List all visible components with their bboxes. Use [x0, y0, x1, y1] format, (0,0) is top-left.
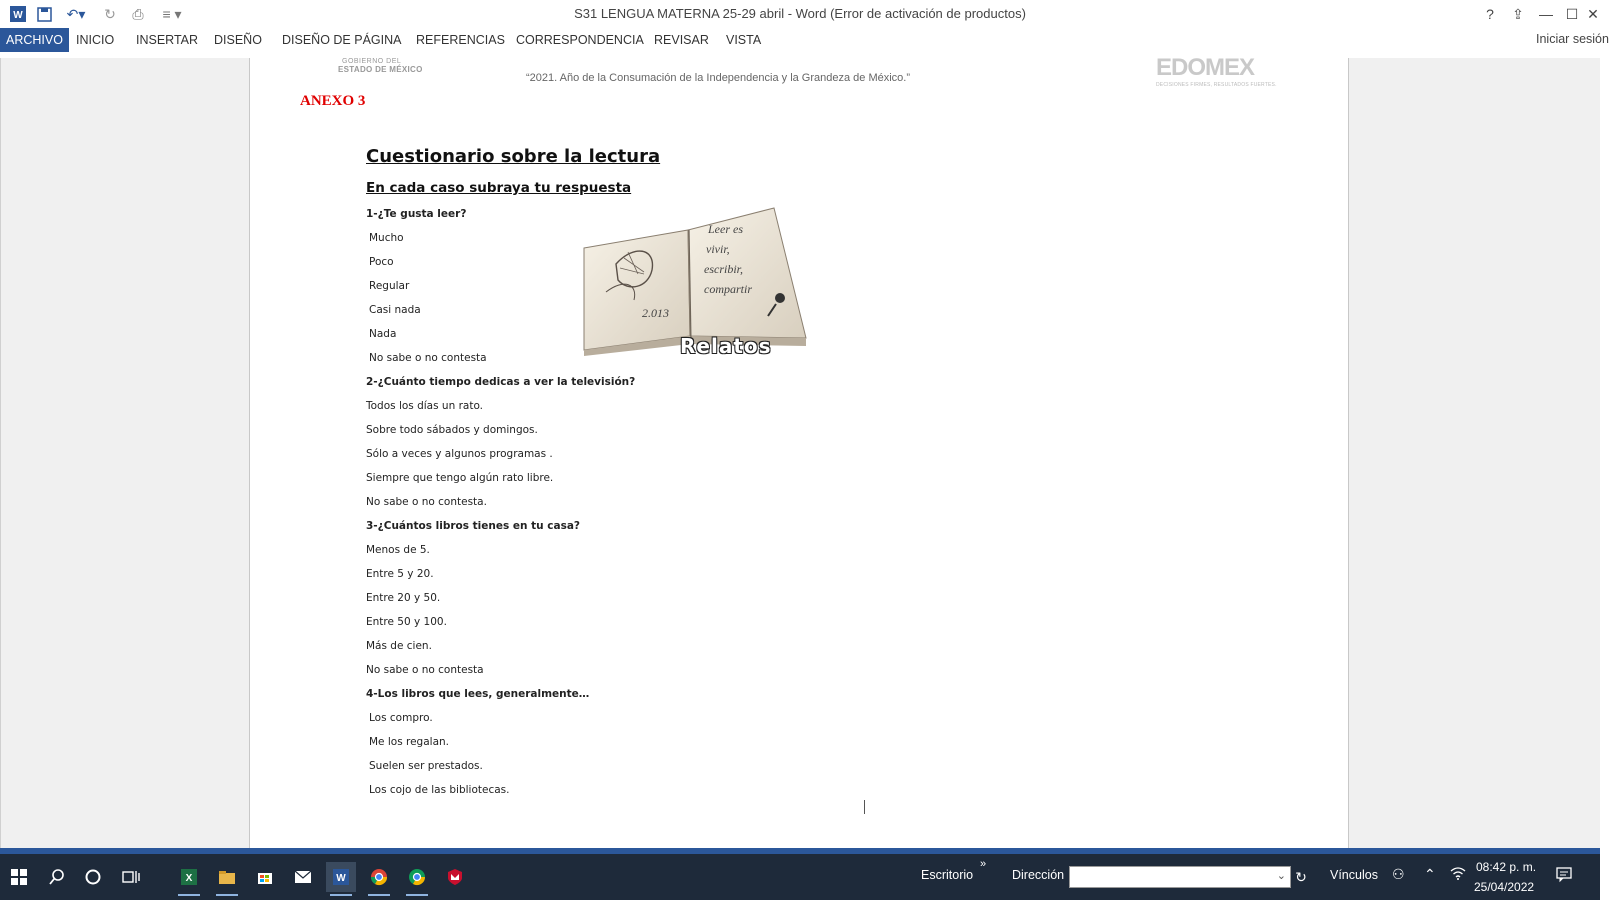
wifi-icon[interactable] [1450, 866, 1466, 883]
svg-text:W: W [336, 873, 346, 884]
file-explorer-icon[interactable] [212, 862, 242, 892]
gov-header-line2: ESTADO DE MÉXICO [338, 65, 423, 74]
edomex-logo-tagline: DECISIONES FIRMES, RESULTADOS FUERTES. [1156, 82, 1277, 88]
question-2: 2-¿Cuánto tiempo dedicas a ver la televisión? [366, 376, 636, 388]
excel-icon[interactable] [174, 862, 204, 892]
book-text-line1: Leer es [708, 222, 743, 236]
tab-correspondencia[interactable]: CORRESPONDENCIA [516, 33, 644, 47]
tab-diseno-de-pagina[interactable]: DISEÑO DE PÁGINA [282, 33, 402, 47]
q3-option: Entre 50 y 100. [366, 616, 447, 628]
q3-option: Más de cien. [366, 640, 432, 652]
minimize-button[interactable]: — [1539, 6, 1553, 22]
q2-option: Sobre todo sábados y domingos. [366, 424, 538, 436]
show-hidden-icons-chevron-icon[interactable]: ⌃ [1424, 866, 1436, 882]
redo-icon[interactable]: ↻ [104, 5, 116, 22]
question-4: 4-Los libros que lees, generalmente… [366, 688, 590, 700]
cortana-icon[interactable] [78, 862, 108, 892]
tab-inicio[interactable]: INICIO [76, 33, 115, 47]
task-view-icon[interactable] [116, 862, 146, 892]
svg-text:X: X [185, 873, 193, 884]
book-text-line4: compartir [704, 282, 752, 296]
chevron-down-icon[interactable]: ⌄ [1276, 870, 1286, 882]
refresh-icon[interactable]: ↻ [1295, 869, 1307, 885]
chrome-profile-icon[interactable] [402, 862, 432, 892]
edomex-logo: EDOMEX [1156, 54, 1255, 81]
svg-text:W: W [13, 10, 23, 21]
help-button[interactable]: ? [1486, 6, 1494, 22]
q2-option: No sabe o no contesta. [366, 496, 487, 508]
q2-option: Todos los días un rato. [366, 400, 484, 412]
people-icon[interactable]: ⚇ [1392, 866, 1405, 882]
address-input[interactable] [1069, 866, 1291, 888]
header-slogan: “2021. Año de la Consumación de la Independencia y la Grandeza de México.” [526, 72, 911, 84]
toolbar-chevron-icon[interactable]: » [980, 858, 987, 870]
document-workspace [0, 54, 1600, 848]
store-icon[interactable] [250, 862, 280, 892]
gov-header-line1: GOBIERNO DEL [342, 58, 402, 65]
tab-insertar[interactable]: INSERTAR [136, 33, 199, 47]
document-title: Cuestionario sobre la lectura [366, 146, 661, 167]
q3-option: Entre 20 y 50. [366, 592, 441, 604]
book-text-line2: vivir, [706, 242, 730, 256]
search-icon[interactable] [42, 862, 72, 892]
links-toolbar[interactable]: Vínculos [1330, 868, 1378, 882]
q1-option: Nada [369, 328, 397, 340]
window-title: S31 LENGUA MATERNA 25-29 abril - Word (Error de activación de productos) [574, 6, 1026, 21]
maximize-button[interactable]: ☐ [1565, 6, 1579, 22]
print-preview-icon[interactable]: ⎙ [132, 5, 144, 22]
text-cursor [864, 800, 865, 814]
windows-taskbar [0, 854, 1600, 900]
book-year: 2.013 [642, 306, 669, 320]
chrome-icon[interactable] [364, 862, 394, 892]
desktop-toolbar[interactable]: Escritorio [921, 868, 974, 882]
address-toolbar-label: Dirección [1012, 868, 1065, 882]
q3-option: Entre 5 y 20. [366, 568, 434, 580]
q1-option: No sabe o no contesta [369, 352, 487, 364]
question-1: 1-¿Te gusta leer? [366, 208, 467, 220]
q1-option: Mucho [369, 232, 404, 244]
q4-option: Los cojo de las bibliotecas. [369, 784, 510, 796]
document-page[interactable] [249, 54, 1349, 848]
q1-option: Casi nada [369, 304, 421, 316]
tab-vista[interactable]: VISTA [726, 33, 762, 47]
notifications-icon[interactable] [1556, 866, 1572, 885]
mcafee-shield-icon[interactable] [440, 862, 470, 892]
q4-option: Suelen ser prestados. [369, 760, 483, 772]
customize-qat-icon[interactable]: ≡ ▾ [162, 5, 182, 22]
q3-option: No sabe o no contesta [366, 664, 484, 676]
ribbon-tabs [0, 28, 1609, 54]
tab-revisar[interactable]: REVISAR [654, 33, 709, 47]
sign-in-link[interactable]: Iniciar sesión [1536, 32, 1609, 46]
word-taskbar-icon[interactable] [326, 862, 356, 892]
anexo-label: ANEXO 3 [300, 93, 366, 109]
tab-diseno[interactable]: DISEÑO [214, 33, 262, 47]
ribbon-display-options-icon[interactable]: ⇪ [1512, 6, 1524, 22]
question-3: 3-¿Cuántos libros tienes en tu casa? [366, 520, 581, 532]
q2-option: Sólo a veces y algunos programas . [366, 448, 553, 460]
document-subtitle: En cada caso subraya tu respuesta [366, 180, 632, 196]
q3-option: Menos de 5. [366, 544, 430, 556]
q1-option: Poco [369, 256, 394, 268]
book-text-line3: escribir, [704, 262, 743, 276]
book-caption: Relatos [680, 334, 772, 358]
mail-icon[interactable] [288, 862, 318, 892]
title-bar [0, 0, 1600, 28]
tab-archivo[interactable]: ARCHIVO [0, 28, 69, 52]
tab-referencias[interactable]: REFERENCIAS [416, 33, 505, 47]
book-illustration [584, 208, 808, 360]
q1-option: Regular [369, 280, 410, 292]
q2-option: Siempre que tengo algún rato libre. [366, 472, 554, 484]
clock-time[interactable]: 08:42 p. m. [1476, 860, 1537, 874]
undo-icon[interactable]: ↶▾ [66, 5, 86, 22]
q4-option: Los compro. [369, 712, 433, 724]
windows-start-icon[interactable] [4, 862, 34, 892]
clock-date[interactable]: 25/04/2022 [1474, 880, 1535, 894]
q4-option: Me los regalan. [369, 736, 449, 748]
close-button[interactable]: ✕ [1587, 6, 1599, 22]
